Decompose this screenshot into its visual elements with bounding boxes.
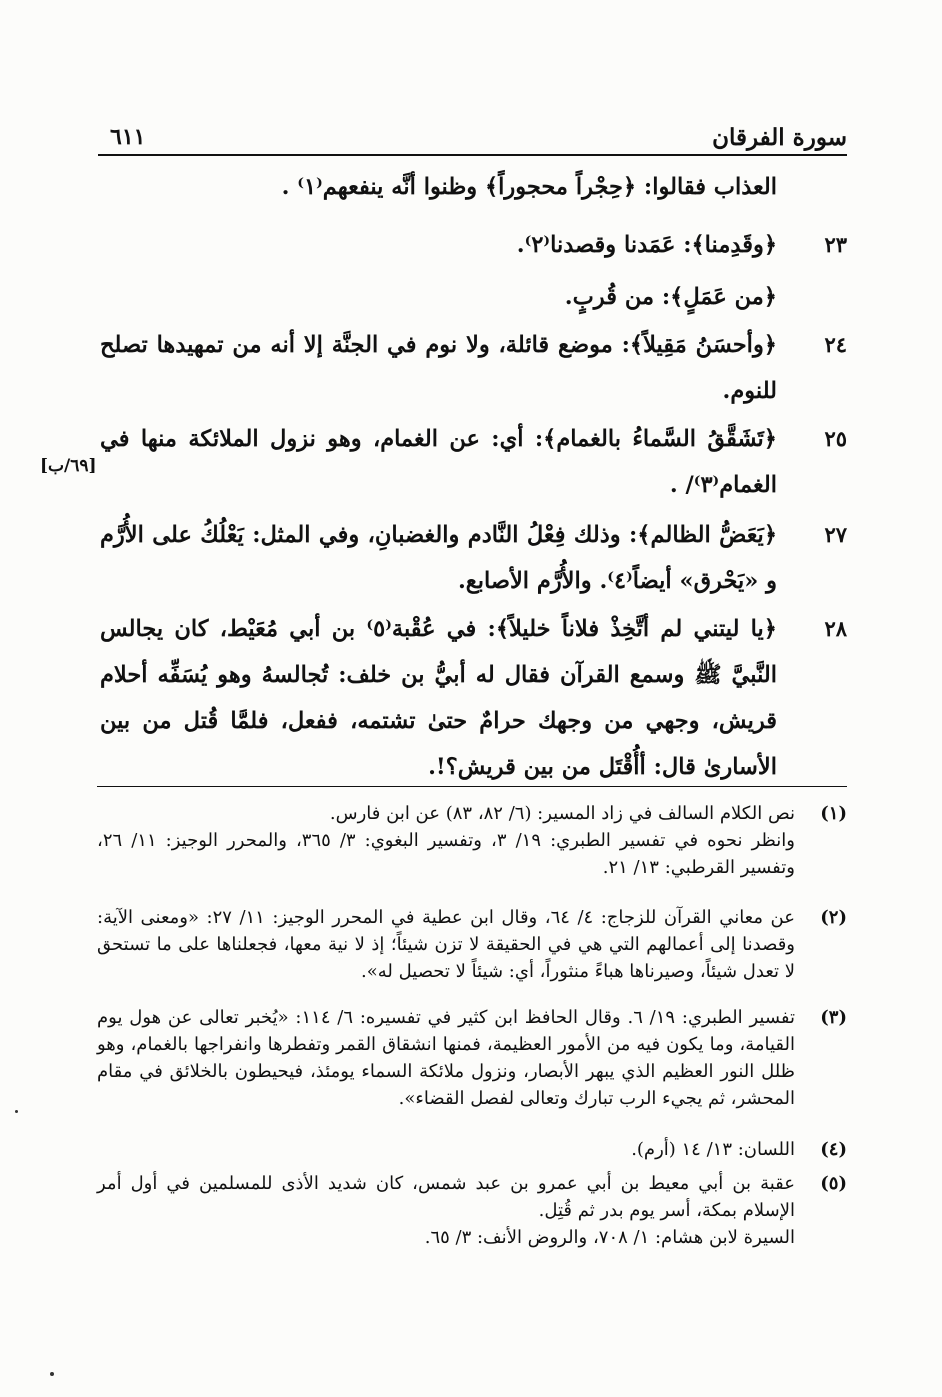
verse-line [100, 164, 847, 210]
scan-speck [50, 1372, 54, 1376]
footnote-number: (٢) [820, 907, 847, 928]
verse-number: ٢٤ [824, 332, 847, 357]
verse-text: ﴿يا ليتني لم أتَّخِذْ فلاناً خليلاً﴾: في عُقْبة⁽٥⁾ بن أبي مُعَيْط، كان يجالس النَّبيَّ ﷺ وسمع القرآن فقال له أبيُّ بن خلف: تُجالسهُ وهو يُسَفِّه أحلام قريش، وجهي من وجهك حرامٌ حتىٰ تشتمه، ففعل، فلمَّا قُتل من بين الأسارىٰ قال: أأُقْتَل من بين قريش؟!. [100, 616, 777, 780]
verse-number: ٢٥ [824, 426, 847, 451]
verse-line [100, 322, 847, 414]
surah-title: سورة الفرقان [712, 124, 847, 151]
page-number: ٦١١ [110, 124, 146, 150]
footnote-line: عن معاني القرآن للزجاج: ٤/ ٦٤، وقال ابن عطية في المحرر الوجيز: ١١/ ٢٧: «ومعنى الآية: وقصدنا إلى أعمالهم التي هي في الحقيقة لا تزن شيئاً؛ إذ لا نية معها، فجعلناها على ما تستحق لا تعدل شيئاً، وصيرناها هباءً منثوراً، أي: شيئاً لا تحصيل له». [97, 907, 795, 982]
scan-speck [15, 1110, 18, 1113]
footnote-line: تفسير الطبري: ١٩/ ٦. وقال الحافظ ابن كثير في تفسيره: ٦/ ١١٤: «يُخبر تعالى عن هول يوم القيامة، وما يكون فيه من الأمور العظيمة، فمنها انشقاق القمر وتفطرها وانفراجها بالغمام، وهو ظلل النور العظيم الذي يبهر الأبصار، ونزول ملائكة السماء يومئذ، فيحيطون بالخلائق في مقام المحشر، ثم يجيء الرب تبارك وتعالى لفصل القضاء». [97, 1007, 795, 1109]
footnote-number: (١) [820, 803, 847, 824]
verse-text: ﴿تَشَقَّقُ السَّماءُ بالغمام﴾: أي: عن الغمام، وهو نزول الملائكة منها في الغمام⁽٣⁾/ . [100, 426, 777, 498]
footnote-number: (٤) [820, 1139, 847, 1160]
verse-line [100, 606, 847, 790]
verse-line [100, 222, 847, 268]
footnote-line: عقبة بن أبي معيط بن أبي عمرو بن عبد شمس، كان شديد الأذى للمسلمين في أول أمر الإسلام بمكة، أسر يوم بدر ثم قُتِل. [97, 1173, 795, 1221]
verse-number: ٢٣ [824, 232, 847, 257]
verse-number [777, 164, 847, 210]
verse-text: ﴿يَعَضُّ الظالم﴾: وذلك فِعْلُ النَّادم والغضبانِ، وفي المثل: يَعْلُكُ على الأُرَّم و «يَحْرق» أيضاً⁽٤⁾. والأُرَّم الأصابع. [100, 522, 777, 594]
verse-text: ﴿وقَدِمنا﴾: عَمَدنا وقصدنا⁽٢⁾. [516, 232, 777, 258]
footnote [97, 800, 847, 881]
footnote-line: وانظر نحوه في تفسير الطبري: ١٩/ ٣، وتفسير البغوي: ٣/ ٣٦٥، والمحرر الوجيز: ١١/ ٢٦، وتفسير القرطبي: ١٣/ ٢١. [97, 830, 795, 878]
footnote [97, 1004, 847, 1112]
header-rule [98, 154, 847, 156]
verse-number [777, 274, 847, 320]
verse-number: ٢٧ [824, 522, 847, 547]
footnote-text [97, 1136, 795, 1163]
footnote-text [97, 1004, 795, 1112]
footnote-text [97, 800, 795, 881]
footnote-number: (٥) [820, 1173, 847, 1194]
footnote-line: اللسان: ١٣/ ١٤ (أرم). [631, 1139, 795, 1160]
footnote-line: نص الكلام السالف في زاد المسير: (٦/ ٨٢، ٨٣) عن ابن فارس. [329, 803, 795, 824]
footnote-rule [97, 786, 847, 787]
verse-text: ﴿وأحسَنُ مَقِيلاً﴾: موضع قائلة، ولا نوم في الجنَّة إلا أنه من تمهيدها تصلح للنوم. [100, 332, 777, 404]
footnote-line: السيرة لابن هشام: ١/ ٧٠٨، والروض الأنف: ٣/ ٦٥. [424, 1227, 795, 1248]
footnote [97, 1136, 847, 1163]
footnote [97, 1170, 847, 1251]
verse-line [100, 512, 847, 604]
verse-number: ٢٨ [824, 616, 847, 641]
manuscript-folio-note: [٦٩/ب] [40, 456, 97, 476]
footnote-text [97, 1170, 795, 1251]
footnote [97, 904, 847, 985]
verse-text: العذاب فقالوا: ﴿حِجْراً محجوراً﴾ وظنوا أنَّه ينفعهم⁽١⁾ . [281, 174, 777, 200]
footnote-number: (٣) [820, 1007, 847, 1028]
footnote-text [97, 904, 795, 985]
verse-text: ﴿من عَمَلٍ﴾: من قُربٍ. [564, 284, 777, 310]
verse-line [100, 416, 847, 508]
verse-line [100, 274, 847, 320]
